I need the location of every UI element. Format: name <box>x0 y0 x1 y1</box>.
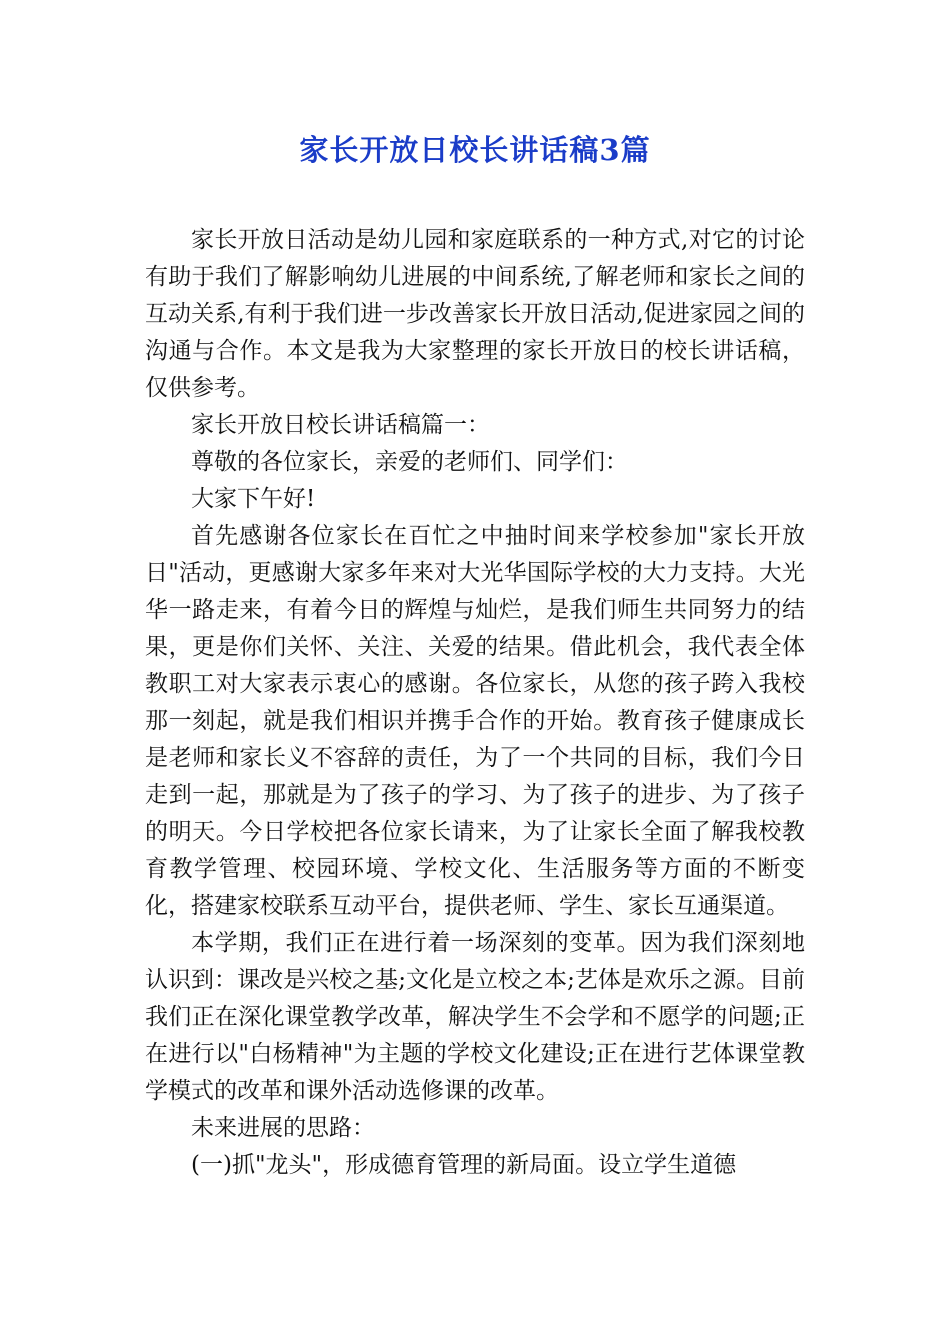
paragraph-section-heading: 家长开放日校长讲话稿篇一： <box>191 412 490 438</box>
paragraph-point-one: (一)抓"龙头"，形成德育管理的新局面。设立学生道德 <box>191 1152 737 1178</box>
paragraph-salutation: 尊敬的各位家长，亲爱的老师们、同学们： <box>191 449 628 475</box>
paragraph-future-heading: 未来进展的思路： <box>191 1115 375 1141</box>
document-body <box>145 222 805 1184</box>
document-title: 家长开放日校长讲话稿3篇 <box>299 133 651 167</box>
paragraph-intro: 家长开放日活动是幼儿园和家庭联系的一种方式,对它的讨论有助于我们了解影响幼儿进展的中间系统,了解老师和家长之间的互动关系,有利于我们进一步改善家长开放日活动,促进家园之间的沟通与合作。本文是我为大家整理的家长开放日的校长讲话稿，仅供参考。 <box>145 227 805 401</box>
paragraph-reform: 本学期，我们正在进行着一场深刻的变革。因为我们深刻地认识到：课改是兴校之基;文化是立校之本;艺体是欢乐之源。目前我们正在深化课堂教学改革，解决学生不会学和不愿学的问题;正在进行以"白杨精神"为主题的学校文化建设;正在进行艺体课堂教学模式的改革和课外活动选修课的改革。 <box>145 930 805 1104</box>
paragraph-thanks: 首先感谢各位家长在百忙之中抽时间来学校参加"家长开放日"活动，更感谢大家多年来对大光华国际学校的大力支持。大光华一路走来，有着今日的辉煌与灿烂，是我们师生共同努力的结果，更是你们关怀、关注、关爱的结果。借此机会，我代表全体教职工对大家表示衷心的感谢。各位家长，从您的孩子跨入我校那一刻起，就是我们相识并携手合作的开始。教育孩子健康成长是老师和家长义不容辞的责任，为了一个共同的目标，我们今日走到一起，那就是为了孩子的学习、为了孩子的进步、为了孩子的明天。今日学校把各位家长请来，为了让家长全面了解我校教育教学管理、校园环境、学校文化、生活服务等方面的不断变化，搭建家校联系互动平台，提供老师、学生、家长互通渠道。 <box>145 523 805 919</box>
paragraph-greeting: 大家下午好! <box>191 486 316 512</box>
